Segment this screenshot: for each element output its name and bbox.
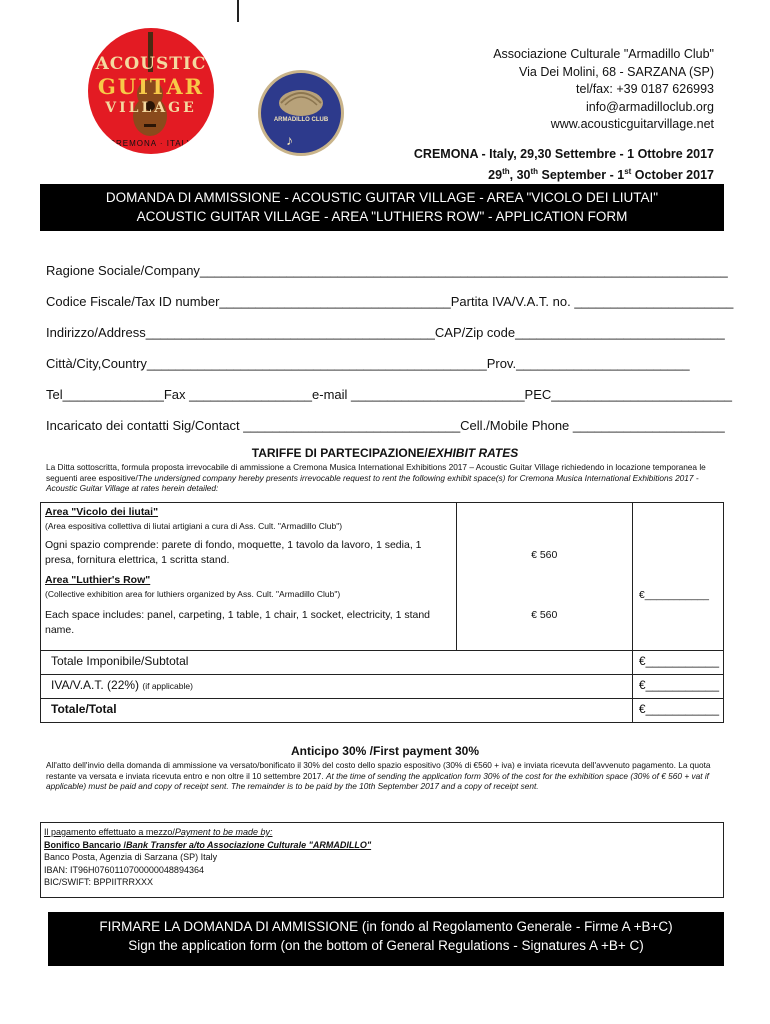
svg-text:♪: ♪ — [286, 132, 293, 148]
area1-title: Area "Vicolo dei liutai" — [45, 506, 159, 518]
advance-text-italian: All'atto dell'invio della domanda di ammissione va versato/bonificato il 30% del costo dello spazio espositivo (30% di €560 + iva) e inviata ricevuta dell'avvenuto pagamento. La quota restante va versata e inviata ricevuta entro e non oltre il 10 settembre 2017. — [46, 760, 711, 781]
area2-description: (Collective exhibition area for luthiers organized by Ass. Cult. "Armadillo Club") — [45, 589, 341, 599]
payment-heading-english: Payment to be made by: — [174, 827, 273, 837]
city-field[interactable]: Città/City,Country_______________________________________________Prov.________________________ — [46, 356, 690, 371]
contacts-field[interactable]: Tel______________Fax _________________e-mail ________________________PEC_________________________ — [46, 387, 733, 402]
vat-row — [41, 675, 724, 699]
vat-value[interactable]: €___________ — [632, 675, 723, 699]
org-name: Associazione Culturale "Armadillo Club" — [493, 47, 714, 61]
subtotal-label: Totale Imponibile/Subtotal — [41, 651, 633, 675]
rates-title-italian: TARIFFE DI PARTECIPAZIONE/ — [251, 446, 428, 460]
total-row — [41, 699, 724, 723]
event-dates-english: 29th, 30th September - 1st October 2017 — [488, 167, 714, 183]
iban: IBAN: IT96H0760110700000048894364 — [44, 864, 204, 875]
rates-intro — [46, 462, 726, 494]
acoustic-guitar-village-logo — [88, 28, 214, 154]
armadillo-icon — [261, 73, 341, 153]
organisation-info — [493, 46, 714, 134]
rates-table — [40, 502, 724, 723]
payment-heading-italian: Il pagamento effettuato a mezzo/ — [44, 827, 175, 837]
area1-description: (Area espositiva collettiva di liutai artigiani a cura di Ass. Cult. "Armadillo Club") — [45, 521, 343, 531]
area2-title: Area "Luthier's Row" — [45, 574, 151, 586]
payment-details-box — [40, 822, 724, 898]
tax-id-field[interactable]: Codice Fiscale/Tax ID number________________________________Partita IVA/V.A.T. no. ______________________ — [46, 294, 734, 309]
signature-instructions-banner — [48, 912, 724, 966]
signature-instructions-english: Sign the application form (on the bottom of General Regulations - Signatures A +B+ C) — [128, 938, 644, 953]
logo-text-guitar: GUITAR — [97, 74, 205, 99]
subtotal-row — [41, 651, 724, 675]
address-field[interactable]: Indirizzo/Address________________________________________CAP/Zip code_____________________________ — [46, 325, 725, 340]
signature-instructions-italian: FIRMARE LA DOMANDA DI AMMISSIONE (in fondo al Regolamento Generale - Firme A +B+C) — [99, 919, 673, 934]
org-address: Via Dei Molini, 68 - SARZANA (SP) — [519, 64, 714, 79]
advance-payment-title: Anticipo 30% /First payment 30% — [290, 744, 480, 758]
area-prices-cell — [456, 503, 632, 651]
area2-includes: Each space includes: panel, carpeting, 1 table, 1 chair, 1 socket, electricity, 1 stand name. — [45, 609, 431, 636]
area1-includes: Ogni spazio comprende: parete di fondo, moquette, 1 tavolo da lavoro, 1 sedia, 1 presa, fornitura elettrica, 1 scritta stand. — [45, 539, 422, 566]
rates-intro-english: The undersigned company hereby presents irrevocable request to rent the following exhibit space(s) for Cremona Musica International Exhibitions 2017 - Acoustic Guitar Village at rates herein detailed: — [46, 472, 699, 493]
armadillo-club-logo — [258, 70, 344, 156]
event-dates-italian: CREMONA - Italy, 29,30 Settembre - 1 Ottobre 2017 — [413, 147, 714, 161]
banner-title-italian: DOMANDA DI AMMISSIONE - ACOUSTIC GUITAR VILLAGE - AREA "VICOLO DEI LIUTAI" — [105, 190, 659, 205]
advance-text-english: At the time of sending the application form 30% of the cost for the exhibition space (30% of € 560 + vat if applicable) must be paid and copy of receipt sent. The remainder is to be paid by the 10th September 2017 and a copy of receipt sent. — [46, 770, 709, 791]
rates-intro-italian: La Ditta sottoscritta, formula proposta irrevocabile di ammissione a Cremona Musica International Exhibitions 2017 – Acoustic Guitar Village richiedendo in locazione temporanea le seguenti aree espositive/ — [46, 462, 706, 483]
top-rule — [237, 0, 239, 22]
bank-transfer-italian: Bonifico Bancario / — [44, 839, 127, 850]
logo-text-village: VILLAGE — [105, 100, 197, 116]
rates-title-english: EXHIBIT RATES — [427, 446, 519, 460]
areas-description-cell — [41, 503, 457, 651]
advance-payment-text — [46, 760, 726, 792]
total-value[interactable]: €___________ — [632, 699, 723, 723]
logo-text-acoustic: ACOUSTIC — [95, 54, 207, 74]
org-phone: tel/fax: +39 0187 626993 — [576, 82, 714, 96]
org-website[interactable]: www.acousticguitarvillage.net — [550, 117, 714, 131]
vat-note: (if applicable) — [142, 681, 193, 691]
application-form-banner — [40, 184, 724, 231]
org-email[interactable]: info@armadilloclub.org — [585, 99, 714, 114]
vat-label: IVA/V.A.T. (22%) — [51, 678, 140, 692]
subtotal-value[interactable]: €___________ — [632, 651, 723, 675]
total-label: Totale/Total — [41, 699, 633, 723]
vat-label-cell — [41, 675, 633, 699]
rates-row-areas — [41, 503, 724, 651]
armadillo-club-caption: ARMADILLO CLUB — [273, 117, 329, 123]
logo-text-cremona: CREMONA · ITALY — [109, 139, 193, 148]
bank-transfer-english: Bank Transfer a/to Associazione Culturale "ARMADILLO" — [126, 839, 372, 850]
area-total-cell[interactable] — [632, 503, 723, 651]
banner-title-english: ACOUSTIC GUITAR VILLAGE - AREA "LUTHIERS ROW" - APPLICATION FORM — [136, 209, 628, 224]
contact-person-field[interactable]: Incaricato dei contatti Sig/Contact ______________________________Cell./Mobile Phone _____________________ — [46, 418, 725, 433]
company-field[interactable]: Ragione Sociale/Company_________________________________________________________________________ — [46, 263, 728, 278]
bank-name: Banco Posta, Agenzia di Sarzana (SP) Italy — [44, 852, 218, 862]
area-total-value[interactable]: €___________ — [638, 589, 709, 601]
area2-price: € 560 — [531, 609, 558, 621]
bic-swift: BIC/SWIFT: BPPIITRRXXX — [44, 877, 154, 887]
payment-heading — [44, 826, 720, 839]
rates-title — [0, 446, 770, 460]
area1-price: € 560 — [531, 549, 558, 561]
bank-transfer-line — [44, 839, 720, 852]
event-dates — [414, 146, 714, 184]
